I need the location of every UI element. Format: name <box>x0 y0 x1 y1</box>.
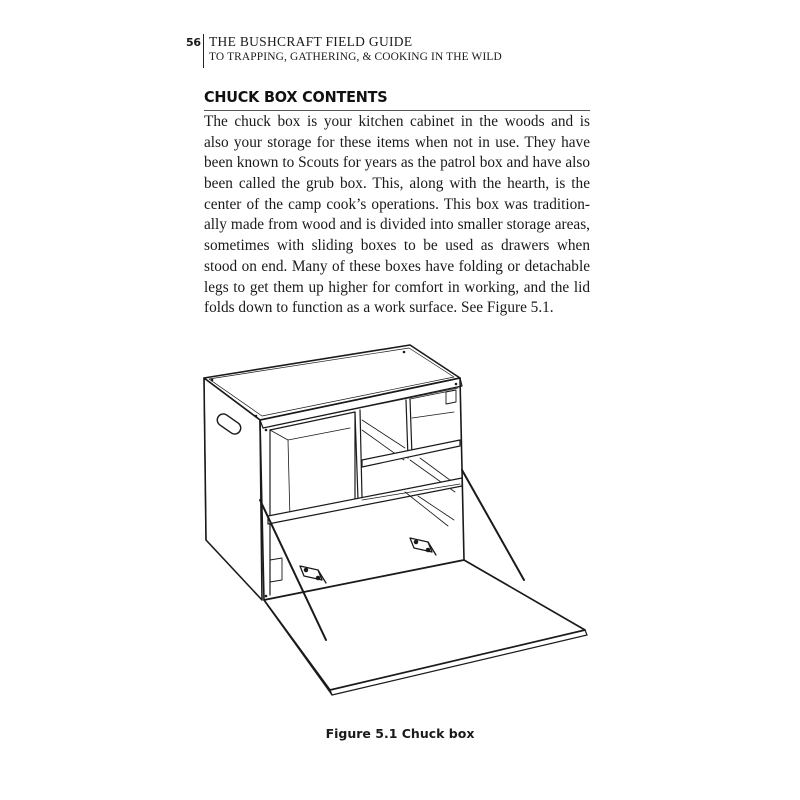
book-title: THE BUSHCRAFT FIELD GUIDE <box>209 34 413 49</box>
body-line: The chuck box is your kitchen cabinet in the woods and is <box>204 113 590 130</box>
body-line: ally made from wood and is divided into smaller storage areas, <box>204 216 590 234</box>
body-line: stood on end. Many of these boxes have folding or detachable <box>204 257 590 275</box>
body-line: been called the grub box. This, along with the hearth, is the <box>204 175 590 193</box>
right-hinge-icon <box>410 538 436 555</box>
body-line: also your storage for these items when not in use. They have <box>204 133 590 151</box>
body-line: folds down to function as a work surface. See Figure 5.1. <box>204 299 554 317</box>
section-heading-rule <box>204 110 590 111</box>
body-paragraph <box>204 112 590 319</box>
page-number: 56 <box>186 36 201 49</box>
chuck-box-illustration <box>190 330 600 710</box>
body-line: sometimes with sliding boxes to be used as drawers when <box>204 237 590 255</box>
left-hinge-icon <box>300 566 326 583</box>
body-line: center of the camp cook’s operations. This box was tradition- <box>204 195 590 213</box>
header-divider <box>203 34 204 68</box>
lower-shelf <box>268 478 462 524</box>
fold-down-lid <box>264 560 585 690</box>
book-subtitle: TO TRAPPING, GATHERING, & COOKING IN THE WILD <box>209 51 502 63</box>
body-line: been known to Scouts for years as the patrol box and have also <box>204 154 590 172</box>
section-heading: CHUCK BOX CONTENTS <box>204 88 388 106</box>
figure-caption: Figure 5.1 Chuck box <box>325 726 475 741</box>
body-line: legs to get them up higher for comfort in working, and the lid <box>204 278 590 296</box>
